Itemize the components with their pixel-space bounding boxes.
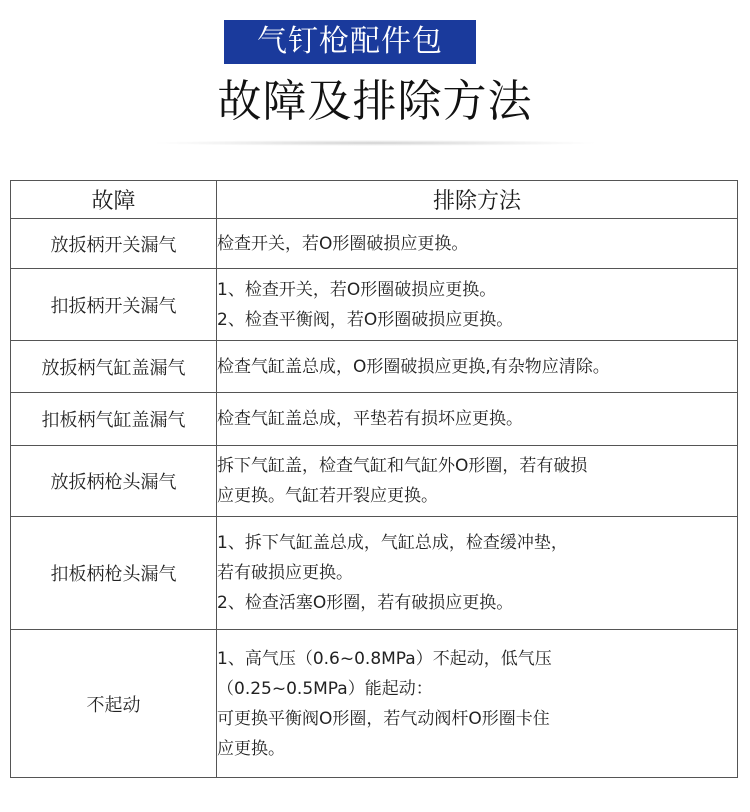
table-row <box>11 269 738 341</box>
method-line: 检查开关，若O形圈破损应更换。 <box>217 233 469 254</box>
method-cell <box>217 269 738 341</box>
page-title: 故障及排除方法 <box>217 76 533 127</box>
table-row <box>11 341 738 393</box>
troubleshooting-table <box>10 180 738 778</box>
title-divider <box>150 140 600 146</box>
table-row <box>11 446 738 517</box>
method-line: 应更换。气缸若开裂应更换。 <box>217 486 438 506</box>
method-line: 可更换平衡阀O形圈，若气动阀杆O形圈卡住 <box>217 708 550 729</box>
fault-cell: 不起动 <box>11 630 217 778</box>
method-line: 若有破损应更换。 <box>217 563 353 583</box>
fault-cell: 放扳柄气缸盖漏气 <box>11 341 217 393</box>
column-header-fault: 故障 <box>11 181 217 219</box>
table-header-row <box>11 181 738 219</box>
method-line: 检查气缸盖总成，平垫若有损坏应更换。 <box>217 409 523 429</box>
method-line: 拆下气缸盖，检查气缸和气缸外O形圈，若有破损 <box>217 456 588 476</box>
method-line: 1、拆下气缸盖总成，气缸总成，检查缓冲垫， <box>217 533 568 553</box>
method-line: 2、检查活塞O形圈，若有破损应更换。 <box>217 593 514 613</box>
table-row <box>11 517 738 630</box>
fault-cell: 放扳柄开关漏气 <box>11 219 217 269</box>
method-cell <box>217 630 738 778</box>
method-cell <box>217 219 738 269</box>
method-line: 2、检查平衡阀，若O形圈破损应更换。 <box>217 309 514 330</box>
table-row <box>11 219 738 269</box>
method-line: 应更换。 <box>217 738 285 759</box>
method-line: 1、高气压（0.6~0.8MPa）不起动，低气压 <box>217 648 552 669</box>
method-cell <box>217 517 738 630</box>
method-line: （0.25~0.5MPa）能起动： <box>217 678 433 699</box>
method-cell <box>217 393 738 446</box>
method-line: 检查气缸盖总成，O形圈破损应更换,有杂物应清除。 <box>217 356 610 377</box>
method-cell <box>217 446 738 517</box>
fault-cell: 放扳柄枪头漏气 <box>11 446 217 517</box>
table-row <box>11 630 738 778</box>
table-row <box>11 393 738 446</box>
method-line: 1、检查开关，若O形圈破损应更换。 <box>217 279 497 300</box>
column-header-method: 排除方法 <box>217 181 738 219</box>
product-badge: 气钉枪配件包 <box>224 20 476 64</box>
fault-cell: 扣板柄气缸盖漏气 <box>11 393 217 446</box>
method-cell <box>217 341 738 393</box>
fault-cell: 扣板柄枪头漏气 <box>11 517 217 630</box>
fault-cell: 扣扳柄开关漏气 <box>11 269 217 341</box>
